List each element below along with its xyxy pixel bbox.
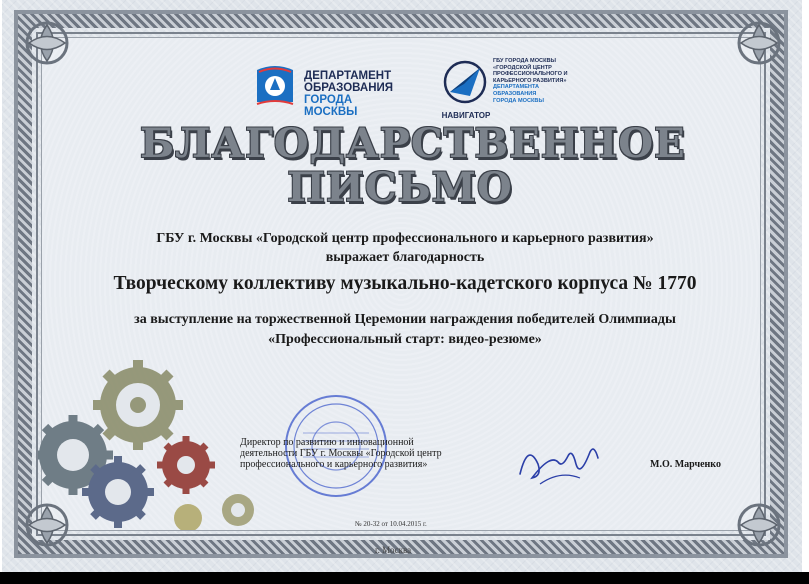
expresses-gratitude: выражает благодарность — [325, 250, 485, 265]
recipient-name: Творческому коллективу музыкально-кадетского корпуса № 1770 — [113, 273, 697, 294]
navigator-logo-line: ПРОФЕССИОНАЛЬНОГО И — [493, 71, 568, 78]
signer-name: М.О. Марченко — [650, 459, 721, 470]
department-logo-text — [304, 70, 399, 118]
navigator-logo-line: ДЕПАРТАМЕНТА ОБРАЗОВАНИЯ — [493, 84, 540, 97]
department-logo-line: ДЕПАРТАМЕНТ — [304, 70, 392, 82]
reason-line2: «Профессиональный старт: видео-резюме» — [268, 332, 542, 347]
signer-role — [240, 437, 450, 470]
navigator-caption: НАВИГАТОР — [441, 111, 491, 120]
department-logo-line: ГОРОДА МОСКВЫ — [304, 94, 358, 118]
signer-role-line: Директор по развитию и инновационной — [240, 437, 414, 448]
document-number: № 20-32 от 10.04.2015 г. — [355, 520, 427, 528]
certificate-title-line2: ПИСЬМО — [287, 164, 513, 211]
organization-name: ГБУ г. Москвы «Городской центр профессионального и карьерного развития» — [156, 231, 654, 246]
corner-ornament-icon — [732, 498, 786, 552]
department-education-logo-icon — [253, 62, 297, 108]
navigator-logo-line: ГОРОДА МОСКВЫ — [493, 97, 544, 104]
handwritten-signature-icon — [510, 434, 605, 489]
navigator-logo-line: ГБУ ГОРОДА МОСКВЫ — [493, 58, 557, 64]
corner-ornament-icon — [732, 16, 786, 70]
signer-role-line: деятельности ГБУ г. Москвы «Городской центр — [240, 448, 442, 459]
gears-decoration-icon — [38, 360, 258, 530]
corner-ornament-icon — [20, 16, 74, 70]
navigator-logo-line: «ГОРОДСКОЙ ЦЕНТР — [493, 64, 552, 71]
navigator-logo-icon — [442, 58, 488, 110]
signer-role-line: профессионального и карьерного развития» — [240, 459, 428, 470]
reason-line1: за выступление на торжественной Церемонии награждения победителей Олимпиады — [134, 312, 676, 327]
department-logo-line: ОБРАЗОВАНИЯ — [304, 82, 394, 94]
navigator-logo-text — [493, 58, 573, 104]
document-city: г. Москва — [375, 545, 412, 555]
scan-edge-bar — [0, 572, 809, 584]
certificate-title-line1: БЛАГОДАРСТВЕННОЕ — [140, 120, 686, 167]
navigator-logo-line: КАРЬЕРНОГО РАЗВИТИЯ» — [493, 77, 567, 84]
